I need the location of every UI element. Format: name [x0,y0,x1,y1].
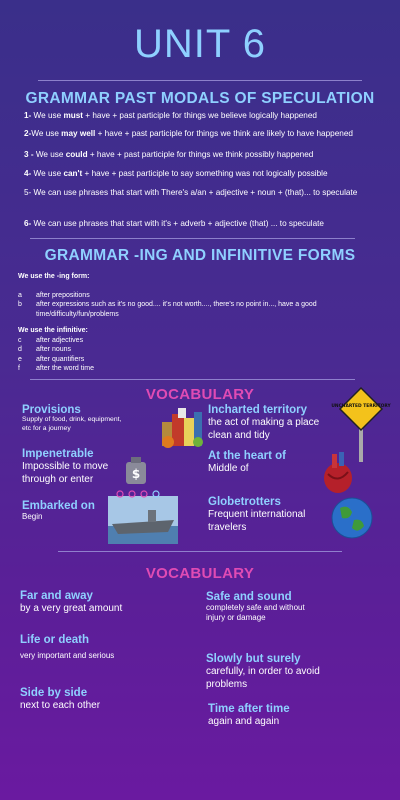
rule-text: We use [33,150,66,159]
rule-5 [24,187,369,198]
divider [58,551,342,552]
aircraft-carrier-image [108,490,178,544]
grammar-heading-modals: GRAMMAR PAST MODALS OF SPECULATION [25,90,375,107]
rule-number: 5- [24,188,32,197]
divider [30,379,355,380]
vocab-term: Globetrotters [208,496,281,508]
vocab-term: Life or death [20,634,90,646]
rule-keyword: must [63,111,84,120]
sign-text: UNCHARTED TERRITORY [331,404,391,409]
infinitive-section [18,326,383,374]
list-item: c after adjectives [18,336,84,344]
vocab-item [20,687,190,712]
vocab-definition: again and again [208,716,280,727]
vocab-term: Slowly but surely [206,653,301,665]
vocab-definition: very important and serious [20,651,115,660]
vocabulary-heading: VOCABULARY [145,565,255,582]
vocab-term: Far and away [20,590,93,602]
vocab-definition: Impossible to move through or enter [22,461,109,485]
rule-4 [24,168,384,179]
list-item: f after the word time [18,365,94,372]
vocab-term: Provisions [22,404,81,416]
svg-text:$: $ [131,467,141,481]
grammar-heading-ing-infinitive: GRAMMAR -ING AND INFINITIVE FORMS [44,247,356,264]
rule-text: + have + past participle for things we think possibly happened [87,150,314,159]
vocab-item [20,634,190,661]
vocab-item [208,496,328,534]
vocab-item [206,591,336,623]
vocab-definition: Supply of food, drink, equipment, etc for a journey [22,416,122,432]
vocab-term: Incharted territory [208,404,308,416]
vocab-definition: the act of making a place clean and tidy [208,417,320,441]
vocab-item [22,404,162,433]
globe-icon [330,496,374,540]
rule-text: + have + past participle to say something was not logically possible [82,169,328,178]
list-item: a after prepositions [18,291,90,299]
vocab-definition: next to each other [20,700,101,711]
rule-keyword: could [65,150,88,159]
vocab-item [208,404,338,442]
rule-keyword: may well [61,129,96,138]
vocab-term: Safe and sound [206,591,292,603]
rule-3 [24,149,384,160]
vocab-definition: Middle of [208,463,249,474]
rule-6 [24,218,384,229]
rule-keyword: can't [63,169,83,178]
divider [30,238,355,239]
vocab-definition: carefully, in order to avoid problems [206,666,320,690]
page-title: UNIT 6 [134,22,266,66]
vocab-term: At the heart of [208,450,286,462]
vocab-definition: Frequent international travelers [208,509,306,533]
vocab-item [208,450,328,475]
vocab-definition: Begin [22,512,43,521]
rule-text: We use [31,129,62,138]
list-item: b after expressions such as it's no good.... it's not worth...., there's no point in..., have a good time/difficulty/fun/problems [18,301,317,318]
vocab-definition: by a very great amount [20,603,123,614]
rule-1 [24,110,384,121]
ing-form-section [18,272,383,319]
rule-number: 2- [24,129,32,138]
rule-number: 3 - [24,150,34,159]
heart-organ-icon [320,450,356,496]
rule-text: + have + past participle for things we think are likely to have happened [95,129,353,138]
vocab-term: Time after time [208,703,290,715]
ing-form-title: We use the -ing form: [18,273,90,280]
list-item: d after nouns [18,346,72,353]
vocab-term: Side by side [20,687,88,699]
vocab-item [206,653,356,691]
vocab-term: Embarked on [22,500,95,512]
vocab-definition: completely safe and without injury or damage [206,603,305,622]
rule-number: 1- [24,111,32,120]
infinitive-title: We use the infinitive: [18,327,88,334]
divider [38,80,362,81]
money-bag-icon [122,456,150,486]
rule-text: We can use phrases that start with There's a/an + adjective + noun + (that)... to speculate [31,188,358,197]
list-item: e after quantifiers [18,355,85,363]
rule-text: We use [31,111,64,120]
rule-number: 6- [24,219,32,228]
vocab-item [20,590,190,615]
rule-text: + have + past participle for things we believe logically happened [83,111,317,120]
rule-text: We can use phrases that start with it's + adverb + adjective (that) ... to speculate [31,219,324,228]
rule-number: 4- [24,169,32,178]
rule-2 [24,128,384,139]
provisions-image [158,404,208,448]
rule-text: We use [31,169,64,178]
vocab-item [208,703,358,728]
vocab-term: Impenetrable [22,448,94,460]
vocabulary-heading: VOCABULARY [145,386,255,403]
